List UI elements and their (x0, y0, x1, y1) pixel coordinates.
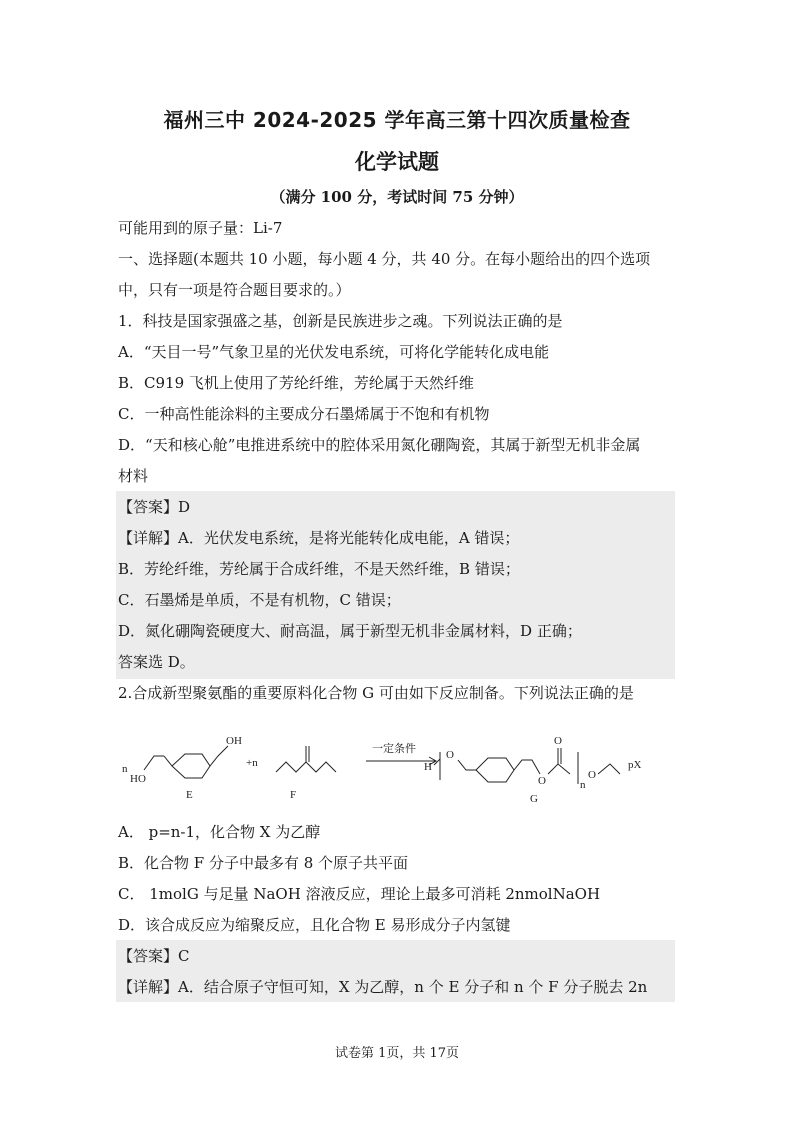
g-sub-n: n (580, 779, 586, 791)
g-cyclohexane-ring (476, 758, 514, 782)
g-end-chain (598, 764, 620, 774)
q2-option-d: D．该合成反应为缩聚反应，且化合物 E 易形成分子内氢键 (118, 916, 511, 934)
q2-detail-a: 【详解】A．结合原子守恒可知，X 为乙醇，n 个 E 分子和 n 个 F 分子脱去 2n (118, 978, 648, 996)
q1-option-d-line1: D．“天和核心舱”电推进系统中的腔体采用氮化硼陶瓷，其属于新型无机非金属 (118, 436, 641, 454)
g-right-chain (514, 760, 540, 774)
q2-stem: 2.合成新型聚氨酯的重要原料化合物 G 可由如下反应制备。下列说法正确的是 (118, 684, 634, 702)
subject-title: 化学试题 (355, 150, 439, 174)
e-oh-label: OH (226, 735, 242, 747)
g-ester-chain (548, 764, 570, 774)
q1-detail-b: B．芳纶纤维，芳纶属于合成纤维，不是天然纤维，B 错误； (118, 560, 520, 578)
q2-option-a: A． p=n-1，化合物 X 为乙醇 (118, 823, 321, 841)
e-ho-label: HO (130, 773, 146, 785)
q2-answer: 【答案】C (118, 947, 190, 965)
exam-title: 福州三中 2024-2025 学年高三第十四次质量检查 (163, 108, 631, 132)
g-label: G (530, 793, 538, 805)
reaction-scheme (118, 728, 698, 808)
plus-n: +n (246, 757, 258, 769)
atomic-mass-line: 可能用到的原子量：Li-7 (118, 219, 283, 237)
q1-answer: 【答案】D (118, 498, 191, 516)
f-label: F (290, 789, 297, 801)
q1-option-d-line2: 材料 (118, 467, 149, 485)
g-o2-label: O (538, 775, 546, 787)
q1-answer-panel (116, 491, 675, 679)
e-ring-bond-left (164, 756, 172, 766)
g-o1-label: O (446, 749, 454, 761)
e-label: E (186, 789, 193, 801)
g-h-label: H (424, 761, 432, 773)
e-cyclohexane-ring (172, 754, 210, 778)
e-left-bond (144, 756, 164, 770)
q1-conclusion: 答案选 D。 (118, 653, 195, 671)
q2-option-c: C． 1molG 与足量 NaOH 溶液反应，理论上最多可消耗 2nmolNaOH (118, 885, 601, 903)
exam-note: （满分 100 分，考试时间 75 分钟） (270, 188, 524, 206)
reaction-condition: 一定条件 (372, 743, 416, 755)
q2-option-b: B．化合物 F 分子中最多有 8 个原子共平面 (118, 854, 409, 872)
px-label: pX (628, 759, 642, 771)
g-o3-label: O (554, 735, 562, 747)
page-footer: 试卷第 1页，共 17页 (334, 1046, 460, 1061)
q1-option-a: A．“天目一号”气象卫星的光伏发电系统，可将化学能转化成电能 (118, 343, 550, 361)
q1-detail-c: C．石墨烯是单质，不是有机物，C 错误； (118, 591, 401, 609)
g-o4-label: O (588, 769, 596, 781)
e-right-bond (210, 746, 228, 766)
section-instructions-line1: 一、选择题(本题共 10 小题，每小题 4 分，共 40 分。在每小题给出的四个选项 (118, 250, 651, 268)
q1-detail-a: 【详解】A．光伏发电系统，是将光能转化成电能，A 错误； (118, 529, 520, 547)
section-instructions-line2: 中，只有一项是符合题目要求的。） (118, 281, 351, 299)
n-left: n (122, 763, 128, 775)
g-left-chain (458, 760, 476, 770)
q1-option-c: C．一种高性能涂料的主要成分石墨烯属于不饱和有机物 (118, 405, 490, 423)
q1-stem: 1．科技是国家强盛之基，创新是民族进步之魂。下列说法正确的是 (118, 312, 563, 330)
f-chain (276, 762, 336, 772)
q1-option-b: B．C919 飞机上使用了芳纶纤维，芳纶属于天然纤维 (118, 374, 474, 392)
q1-detail-d: D．氮化硼陶瓷硬度大、耐高温，属于新型无机非金属材料，D 正确； (118, 622, 582, 640)
